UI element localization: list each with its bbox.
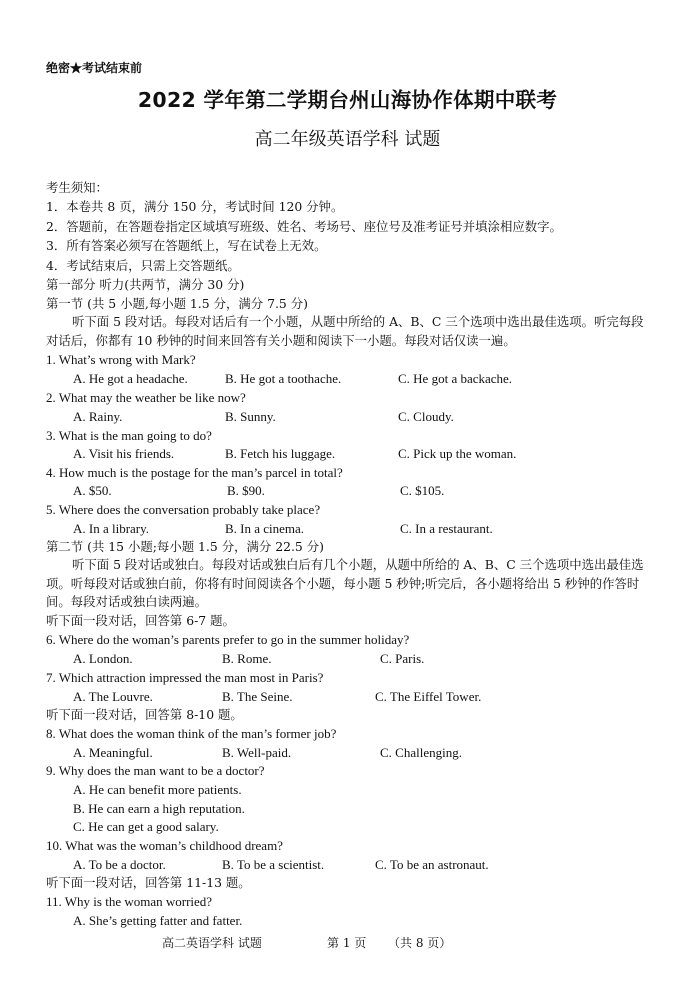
- notice-item: 1．本卷共 8 页，满分 150 分，考试时间 120 分钟。: [46, 199, 344, 214]
- part1-heading: 第一部分 听力(共两节，满分 30 分): [46, 277, 245, 292]
- option-b: B. Rome.: [222, 651, 272, 666]
- option-b: B. Well-paid.: [222, 745, 292, 760]
- section1-instructions: 听下面 5 段对话。每段对话后有一个小题，从题中所给的 A、B、C 三个选项中选出最佳选项。听完每段对话后，你都有 10 秒钟的时间来回答有关小题和阅读下一小题。每段对话仅读一遍。: [46, 314, 644, 348]
- option-c: C. Pick up the woman.: [398, 446, 517, 461]
- option-b: B. He can earn a high reputation.: [73, 801, 245, 816]
- option-b: B. To be a scientist.: [222, 857, 325, 872]
- question-stem: 8. What does the woman think of the man’s former job?: [46, 726, 337, 741]
- section1-heading: 第一节 (共 5 小题,每小题 1.5 分，满分 7.5 分): [46, 296, 308, 311]
- option-b: B. $90.: [227, 483, 265, 498]
- option-a: A. She’s getting fatter and fatter.: [73, 913, 243, 928]
- option-a: A. Visit his friends.: [73, 446, 175, 461]
- option-a: A. London.: [73, 651, 133, 666]
- notice-item: 4．考试结束后，只需上交答题纸。: [46, 258, 240, 273]
- question-stem: 4. How much is the postage for the man’s parcel in total?: [46, 465, 343, 480]
- option-b: B. Sunny.: [225, 409, 276, 424]
- option-c: C. He got a backache.: [398, 371, 513, 386]
- option-c: C. The Eiffel Tower.: [375, 689, 482, 704]
- dialogue-cue: 听下面一段对话，回答第 8-10 题。: [46, 707, 243, 722]
- option-c: C. In a restaurant.: [400, 521, 493, 536]
- footer-total-pages: （共 8 页）: [388, 936, 452, 950]
- question-stem: 6. Where do the woman’s parents prefer to go in the summer holiday?: [46, 632, 410, 647]
- option-c: C. Cloudy.: [398, 409, 454, 424]
- question-stem: 2. What may the weather be like now?: [46, 390, 246, 405]
- notice-item: 2．答题前，在答题卷指定区域填写班级、姓名、考场号、座位号及准考证号并填涂相应数字。: [46, 219, 562, 234]
- option-b: B. He got a toothache.: [225, 371, 342, 386]
- option-c: C. Challenging.: [380, 745, 462, 760]
- option-c: C. He can get a good salary.: [73, 819, 219, 834]
- option-a: A. The Louvre.: [73, 689, 153, 704]
- option-a: A. He got a headache.: [73, 371, 188, 386]
- notice-heading: 考生须知：: [46, 180, 108, 195]
- question-stem: 5. Where does the conversation probably take place?: [46, 502, 321, 517]
- confidential-label: 绝密★考试结束前: [46, 61, 143, 75]
- section2-instructions: 听下面 5 段对话或独白。每段对话或独白后有几个小题，从题中所给的 A、B、C 三个选项中选出最佳选项。听每段对话或独白前，你将有时间阅读各个小题，每小题 5 秒钟;听完后，各小题将给出 5 秒钟的作答时间。每段对话或独白读两遍。: [46, 557, 644, 609]
- option-a: A. $50.: [73, 483, 112, 498]
- question-stem: 9. Why does the man want to be a doctor?: [46, 763, 265, 778]
- option-b: B. The Seine.: [222, 689, 293, 704]
- option-a: A. In a library.: [73, 521, 150, 536]
- notice-item: 3．所有答案必须写在答题纸上，写在试卷上无效。: [46, 238, 327, 253]
- question-stem: 11. Why is the woman worried?: [46, 894, 213, 909]
- exam-title: 2022 学年第二学期台州山海协作体期中联考: [137, 88, 558, 112]
- dialogue-cue: 听下面一段对话，回答第 6-7 题。: [46, 613, 235, 628]
- option-a: A. Rainy.: [73, 409, 123, 424]
- footer-page-number: 第 1 页: [327, 936, 367, 950]
- option-a: A. To be a doctor.: [73, 857, 166, 872]
- question-stem: 3. What is the man going to do?: [46, 428, 212, 443]
- question-stem: 1. What’s wrong with Mark?: [46, 352, 196, 367]
- option-c: C. $105.: [400, 483, 445, 498]
- footer-subject: 高二英语学科 试题: [162, 936, 262, 950]
- question-stem: 10. What was the woman’s childhood dream?: [46, 838, 283, 853]
- option-a: A. He can benefit more patients.: [73, 782, 242, 797]
- option-a: A. Meaningful.: [73, 745, 153, 760]
- option-c: C. Paris.: [380, 651, 425, 666]
- exam-subtitle: 高二年级英语学科 试题: [254, 129, 441, 150]
- section2-heading: 第二节 (共 15 小题;每小题 1.5 分，满分 22.5 分): [46, 539, 324, 554]
- question-stem: 7. Which attraction impressed the man most in Paris?: [46, 670, 324, 685]
- option-c: C. To be an astronaut.: [375, 857, 489, 872]
- option-b: B. Fetch his luggage.: [225, 446, 336, 461]
- dialogue-cue: 听下面一段对话，回答第 11-13 题。: [46, 875, 251, 890]
- option-b: B. In a cinema.: [225, 521, 305, 536]
